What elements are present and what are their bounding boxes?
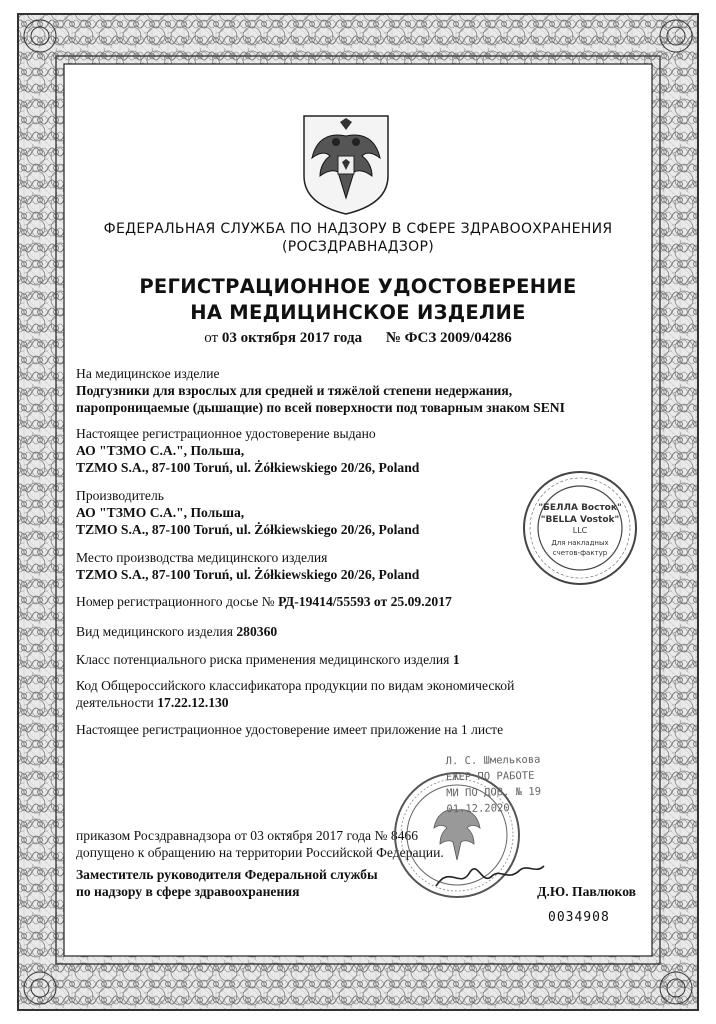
device-type-section	[76, 623, 636, 640]
copy-stamp-line-4: 01.12.2020	[446, 802, 510, 816]
stamp-line-3: LLC	[572, 526, 588, 535]
okpd-label-line-2: деятельности	[76, 695, 154, 710]
order-section	[76, 827, 636, 861]
production-site-line-1: TZMO S.A., 87-100 Toruń, ul. Żółkiewskiego 20/26, Poland	[76, 567, 420, 582]
stamp-line-2: "BELLA Vostok"	[540, 515, 620, 525]
signatory-block	[76, 866, 636, 900]
appendix-text: Настоящее регистрационное удостоверение имеет приложение на 1 листе	[76, 722, 504, 737]
copy-stamp-line-2: ЕЖЕР ПО РАБОТЕ	[445, 769, 535, 784]
handwritten-signature-icon	[430, 856, 550, 896]
agency-line-1: ФЕДЕРАЛЬНАЯ СЛУЖБА ПО НАДЗОРУ В СФЕРЕ ЗДРАВООХРАНЕНИЯ	[103, 221, 613, 237]
document-title	[60, 274, 656, 326]
production-site-label: Место производства медицинского изделия	[76, 550, 328, 565]
device-section	[76, 365, 636, 416]
stamp-line-5: счетов-фактур	[552, 549, 608, 557]
copy-stamp-line-3: МИ ПО ДОВ. № 19	[446, 785, 542, 800]
agency-line-2: (РОСЗДРАВНАДЗОР)	[282, 239, 434, 255]
risk-class-section	[76, 651, 636, 668]
device-type-value: 280360	[236, 624, 278, 639]
device-name-line-2: паропроницаемые (дышащие) по всей поверхности под товарным знаком SENI	[76, 400, 565, 415]
copy-stamp-line-1: Л. С. Шмелькова	[445, 753, 541, 768]
issued-to-line-2: TZMO S.A., 87-100 Toruń, ul. Żółkiewskiego 20/26, Poland	[76, 460, 420, 475]
risk-class-value: 1	[452, 652, 460, 667]
number-sign: №	[385, 330, 401, 346]
dossier-section	[76, 593, 636, 610]
appendix-section	[76, 721, 636, 738]
date-number-line	[60, 330, 656, 347]
manufacturer-line-1: АО "ТЗМО С.А.", Польша,	[76, 505, 245, 520]
stamp-line-4: Для накладных	[551, 539, 609, 547]
agency-name	[60, 220, 656, 256]
copy-certification-stamp	[445, 751, 596, 816]
device-name-line-1: Подгузники для взрослых для средней и тяжёлой степени недержания,	[76, 383, 513, 398]
manufacturer-line-2: TZMO S.A., 87-100 Toruń, ul. Żółkiewskiego 20/26, Poland	[76, 522, 420, 537]
device-label: На медицинское изделие	[76, 366, 220, 381]
title-line-1: РЕГИСТРАЦИОННОЕ УДОСТОВЕРЕНИЕ	[139, 275, 577, 298]
order-line-1: приказом Росздравнадзора от 03 октября 2017 года № 8466	[76, 828, 419, 843]
okpd-section	[76, 677, 636, 711]
signatory-line-2: по надзору в сфере здравоохранения	[76, 884, 300, 899]
okpd-value: 17.22.12.130	[157, 695, 229, 710]
issued-to-label: Настоящее регистрационное удостоверение выдано	[76, 426, 376, 441]
date-prefix: от	[204, 330, 219, 346]
dossier-label: Номер регистрационного досье №	[76, 594, 275, 609]
signatory-line-1: Заместитель руководителя Федеральной службы	[76, 867, 378, 882]
serial-number: 0034908	[548, 910, 610, 925]
certificate-number: ФСЗ 2009/04286	[404, 330, 512, 346]
okpd-label-line-1: Код Общероссийского классификатора продукции по видам экономической	[76, 678, 515, 693]
signatory-name: Д.Ю. Павлюков	[537, 884, 636, 899]
issue-date: 03 октября 2017 года	[221, 330, 363, 346]
issued-to-line-1: АО "ТЗМО С.А.", Польша,	[76, 443, 245, 458]
company-stamp-icon	[520, 468, 640, 588]
coat-of-arms-icon	[298, 112, 394, 216]
device-type-label: Вид медицинского изделия	[76, 624, 233, 639]
manufacturer-label: Производитель	[76, 488, 164, 503]
risk-class-label: Класс потенциального риска применения медицинского изделия	[76, 652, 450, 667]
title-line-2: НА МЕДИЦИНСКОЕ ИЗДЕЛИЕ	[190, 301, 526, 324]
order-line-2: допущено к обращению на территории Российской Федерации.	[76, 845, 444, 860]
stamp-line-1: "БЕЛЛА Восток"	[538, 503, 622, 513]
dossier-value: РД-19414/55593 от 25.09.2017	[278, 594, 452, 609]
